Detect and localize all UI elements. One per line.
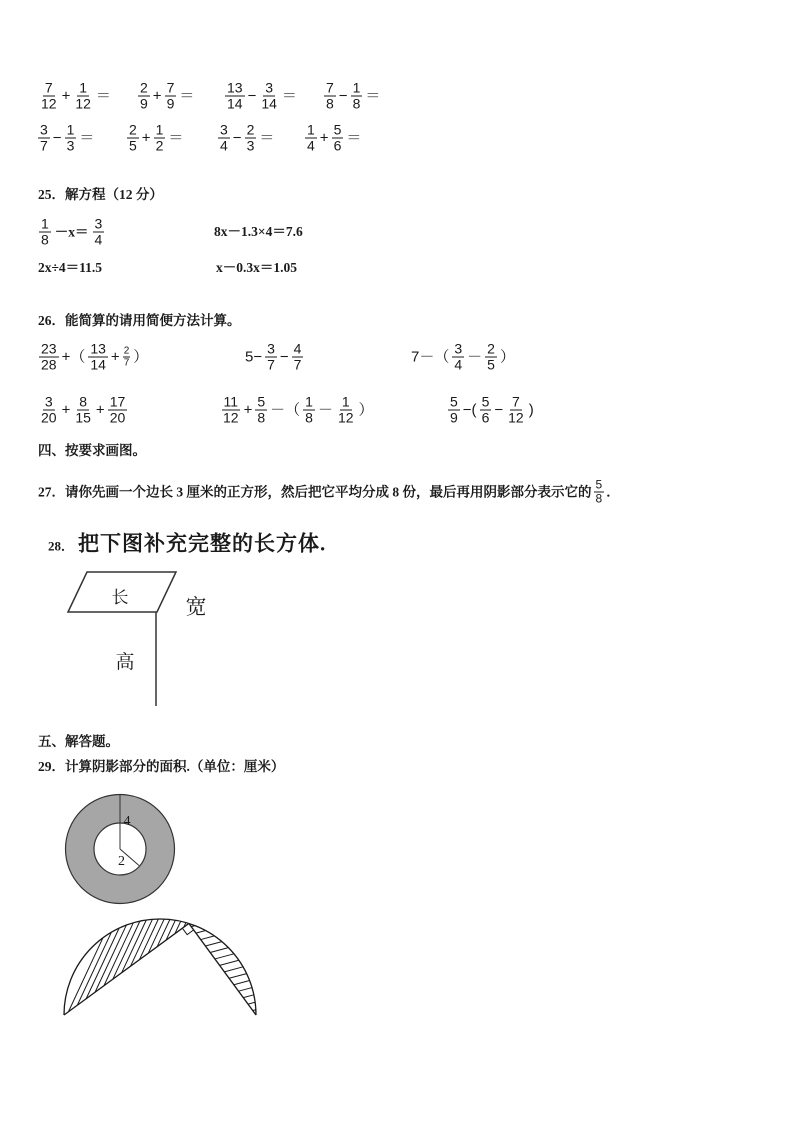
fraction-denominator: 9 — [140, 95, 148, 112]
expression-symbol: ＝ — [259, 129, 275, 147]
fraction-numerator: 1 — [307, 121, 315, 138]
fraction-denominator: 20 — [41, 409, 57, 426]
fraction-denominator: 9 — [166, 95, 175, 112]
fraction-numerator: 11 — [223, 393, 239, 410]
fraction-denominator: 5 — [487, 356, 495, 373]
fraction-numerator: 3 — [454, 340, 463, 357]
fraction-denominator: 8 — [41, 231, 49, 248]
expression-symbol: ＝ — [346, 129, 362, 147]
fraction-denominator: 20 — [109, 409, 126, 426]
expression-symbol: + — [152, 87, 162, 105]
fraction-denominator: 6 — [481, 409, 490, 426]
fraction-numerator: 2 — [140, 79, 148, 96]
fraction-denominator: 14 — [261, 95, 277, 112]
expression-symbol: −( — [462, 401, 477, 419]
right-chord — [189, 923, 256, 1015]
height-label: 高 — [115, 652, 135, 673]
q26-title: 26．能简算的请用简便方法计算。 — [38, 313, 241, 328]
fraction-numerator: 5 — [450, 393, 458, 410]
fraction-numerator: 7 — [44, 79, 53, 96]
right-segment-hatch-line — [196, 931, 206, 934]
expression-symbol: − — [232, 129, 242, 147]
section-4-title: 四、按要求画图。 — [38, 443, 146, 458]
fraction-denominator: 7 — [267, 356, 275, 373]
fraction-numerator: 3 — [44, 393, 53, 410]
ring-figure — [66, 795, 175, 904]
fraction-denominator: 12 — [508, 409, 524, 426]
q25-equation-4: x－0.3x＝1.05 — [216, 260, 297, 275]
expression-symbol: + — [61, 87, 71, 105]
inner-radius-label: 2 — [118, 854, 125, 869]
right-segment-hatch-line — [205, 942, 221, 946]
right-segment-hatch-line — [243, 995, 254, 998]
expression-symbol: + — [110, 348, 120, 366]
left-segment-hatch-line — [95, 925, 126, 992]
fraction-denominator: 8 — [305, 409, 313, 426]
fraction-denominator: 2 — [155, 137, 164, 154]
fraction-denominator: 4 — [94, 231, 103, 248]
right-segment-hatch-line — [229, 974, 247, 979]
fraction-denominator: 12 — [41, 95, 57, 112]
right-segment-hatch-line — [215, 954, 234, 959]
fraction-denominator: 9 — [450, 409, 458, 426]
fraction-numerator: 13 — [90, 340, 106, 357]
expression-symbol: + — [61, 401, 71, 419]
fraction-numerator: 13 — [227, 79, 243, 96]
fraction-denominator: 12 — [223, 409, 239, 426]
cuboid-figure — [68, 572, 207, 706]
expression-symbol: +（ — [61, 348, 86, 366]
length-label: 长 — [111, 588, 129, 607]
fraction-denominator: 7 — [293, 356, 302, 373]
left-segment-hatch-line — [139, 919, 158, 960]
fraction-numerator: 7 — [166, 79, 175, 96]
fraction-denominator: 6 — [333, 137, 342, 154]
semicircle-figure — [64, 919, 256, 1015]
fraction-numerator: 2 — [487, 340, 495, 357]
q25-title: 25．解方程（12 分） — [38, 187, 163, 202]
right-segment-hatch-line — [234, 981, 250, 985]
semicircle-arc — [64, 919, 256, 1015]
fraction-numerator: 3 — [265, 79, 274, 96]
right-segment-hatch-line — [239, 988, 252, 992]
fraction-numerator: 1 — [305, 393, 313, 410]
expression-symbol: －（ — [270, 401, 301, 419]
fraction-denominator: 4 — [454, 356, 463, 373]
fraction-denominator: 8 — [595, 491, 603, 506]
expression-symbol: ＝ — [179, 87, 195, 105]
expression-symbol: + — [95, 401, 105, 419]
fraction-denominator: 5 — [129, 137, 137, 154]
expression-symbol: − — [52, 129, 62, 147]
expression-symbol: － — [467, 348, 483, 366]
q25-equation-2: 8x－1.3×4＝7.6 — [214, 224, 303, 239]
expression-symbol: ） — [358, 401, 374, 419]
fraction-numerator: 3 — [267, 340, 275, 357]
fraction-numerator: 1 — [41, 215, 49, 232]
fraction-denominator: 12 — [75, 95, 91, 112]
fraction-denominator: 4 — [220, 137, 228, 154]
right-segment-hatch-line — [201, 936, 215, 940]
expression-symbol: ＝ — [168, 129, 184, 147]
fraction-denominator: 7 — [123, 357, 130, 369]
fraction-numerator: 2 — [246, 121, 255, 138]
fraction-denominator: 14 — [227, 95, 243, 112]
expression-symbol: ） — [133, 348, 149, 366]
expression-symbol: － — [317, 401, 333, 419]
right-segment-hatch-line — [220, 960, 239, 965]
fraction-numerator: 17 — [109, 393, 126, 410]
expression-symbol: ) — [528, 401, 534, 419]
fraction-numerator: 5 — [481, 393, 490, 410]
q29-title: 29．计算阴影部分的面积.（单位：厘米） — [38, 759, 285, 774]
fraction-denominator: 4 — [307, 137, 315, 154]
expression-symbol: ） — [499, 348, 515, 366]
left-segment-hatch-line — [131, 919, 153, 966]
expression-text: 27．请你先画一个边长 3 厘米的正方形，然后把它平均分成 8 份，最后再用阴影部分表示它的 — [38, 484, 592, 500]
fraction-denominator: 8 — [352, 95, 361, 112]
expression-symbol: ． — [606, 484, 620, 500]
expression-symbol: ＝ — [281, 87, 297, 105]
expression-symbol: + — [141, 129, 151, 147]
expression-symbol: + — [319, 129, 329, 147]
fraction-numerator: 1 — [341, 393, 350, 410]
fraction-numerator: 7 — [512, 393, 520, 410]
fraction-numerator: 2 — [129, 121, 137, 138]
expression-symbol: ＝ — [365, 87, 381, 105]
fraction-numerator: 8 — [79, 393, 88, 410]
width-label: 宽 — [185, 595, 207, 619]
fraction-denominator: 15 — [75, 409, 91, 426]
fraction-denominator: 3 — [66, 137, 75, 154]
fraction-numerator: 5 — [333, 121, 342, 138]
expression-symbol: − — [279, 348, 289, 366]
fraction-numerator: 1 — [155, 121, 164, 138]
q25-equation-3: 2x÷4＝11.5 — [38, 260, 103, 275]
fraction-numerator: 7 — [326, 79, 334, 96]
fraction-denominator: 28 — [41, 356, 57, 373]
left-segment-hatch-line — [104, 923, 133, 986]
expression-symbol: ＝ — [95, 87, 111, 105]
fraction-numerator: 2 — [123, 345, 130, 357]
expression-symbol: − — [494, 401, 504, 419]
fraction-numerator: 1 — [352, 79, 361, 96]
section-5-title: 五、解答题。 — [38, 734, 119, 749]
fraction-numerator: 1 — [66, 121, 75, 138]
fraction-denominator: 3 — [246, 137, 255, 154]
fraction-denominator: 14 — [90, 356, 106, 373]
expression-symbol: ＝ — [79, 129, 95, 147]
expression-symbol: − — [247, 87, 257, 105]
fraction-denominator: 12 — [337, 409, 354, 426]
fraction-denominator: 8 — [257, 409, 266, 426]
fraction-numerator: 4 — [293, 340, 302, 357]
right-angle-marker — [182, 928, 193, 934]
outer-radius-label: 4 — [123, 814, 131, 829]
fraction-numerator: 23 — [41, 340, 57, 357]
expression-symbol: 7－（ — [411, 348, 450, 366]
q28-text: 把下图补充完整的长方体. — [78, 531, 327, 556]
right-segment-hatch-line — [248, 1002, 255, 1004]
fraction-denominator: 8 — [326, 95, 334, 112]
expression-symbol: 5− — [245, 348, 263, 366]
right-segment-hatch-line — [224, 967, 243, 972]
expression-symbol: + — [243, 401, 253, 419]
fraction-numerator: 3 — [220, 121, 228, 138]
expression-symbol: －x＝ — [54, 224, 89, 240]
fraction-numerator: 3 — [94, 215, 103, 232]
fraction-numerator: 3 — [40, 121, 48, 138]
expression-symbol: − — [338, 87, 348, 105]
fraction-denominator: 7 — [40, 137, 48, 154]
fraction-numerator: 5 — [595, 477, 603, 492]
fraction-numerator: 1 — [79, 79, 88, 96]
right-segment-hatch-line — [210, 948, 228, 953]
fraction-numerator: 5 — [257, 393, 266, 410]
q28-number: 28． — [48, 538, 75, 554]
